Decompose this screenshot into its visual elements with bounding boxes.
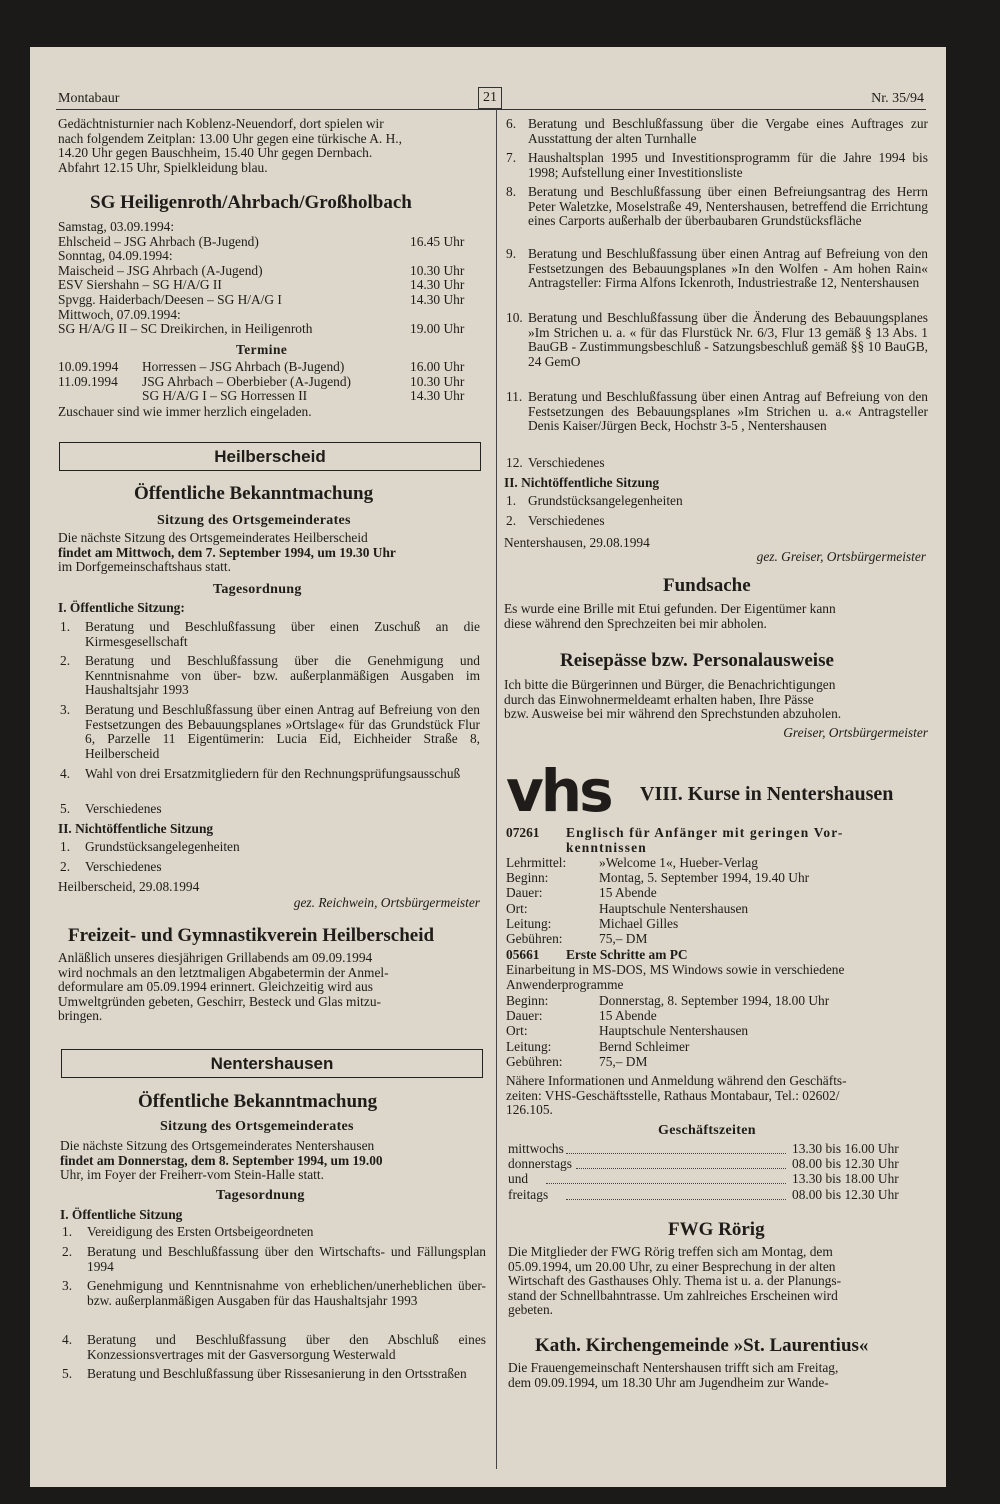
termine-match: SG H/A/G I – SG Horressen II [142, 388, 308, 404]
item-text: Beratung und Beschlußfassung über den Wirtschafts- und Fällungsplan 1994 [87, 1244, 486, 1274]
item-number: 11. [506, 389, 523, 404]
detail-value: 75,– DM [599, 931, 648, 946]
heil-sitzung-title: Sitzung des Ortsgemeinderates [157, 513, 351, 528]
heil-public-session: I. Öffentliche Sitzung: [58, 600, 185, 615]
item-text: Verschiedenes [528, 513, 605, 528]
section-heilberscheid: Heilberscheid [59, 442, 481, 471]
office-time: 13.30 bis 16.00 Uhr [792, 1141, 899, 1156]
item-text: Verschiedenes [85, 859, 162, 874]
schedule-time: 14.30 Uhr [410, 292, 465, 307]
detail-value: 15 Abende [599, 1008, 657, 1024]
item-text: Beratung und Beschlußfassung über Rissesanierung in den Ortsstraßen [87, 1366, 467, 1381]
newspaper-page [30, 47, 946, 1487]
detail-label: Ort: [506, 900, 528, 916]
office-day: freitags [508, 1186, 549, 1202]
termine-date: 10.09.1994 [58, 359, 119, 374]
agenda-item [506, 311, 928, 391]
termine-time: 16.00 Uhr [410, 359, 465, 374]
fwg-text: Die Mitglieder der FWG Rörig treffen sich am Montag, dem 05.09.1994, um 20.00 Uhr, zu einer Besprechung in der alten Wirtschaft des Gasthauses Ohly. Thema ist u. a. der Planungs- stand der Schnellbahntrasse. Um zahlreiches Erscheinen wird gebeten. [508, 1244, 842, 1318]
item-number: 10. [506, 310, 523, 325]
nent-announcement-title: Öffentliche Bekanntmachung [138, 1091, 378, 1112]
header-town: Montabaur [58, 91, 120, 106]
office-time: 08.00 bis 12.30 Uhr [792, 1186, 899, 1202]
heil-signature: gez. Reichwein, Ortsbürgermeister [293, 895, 480, 910]
item-text: Wahl von drei Ersatzmitgliedern für den Rechnungsprüfungsausschuß [85, 766, 461, 781]
heil-announcement-title: Öffentliche Bekanntmachung [134, 483, 374, 504]
section-nentershausen: Nentershausen [61, 1049, 483, 1078]
nent-public-session: I. Öffentliche Sitzung [60, 1207, 183, 1222]
item-text: Beratung und Beschlußfassung über einen Antrag auf Befreiung von den Festsetzungen des Bebauungsplanes »Ortslage« für das Grundstück Flur 6, Parzelle 11 Eigentümerin: Lucia Eid, Eichheider Straße 8, Heilberscheid [85, 702, 480, 761]
termine-time: 14.30 Uhr [410, 388, 465, 404]
detail-value: Hauptschule Nentershausen [599, 900, 749, 916]
detail-label: Ort: [506, 1023, 528, 1039]
detail-value: 75,– DM [599, 1053, 648, 1069]
vhs-info: Nähere Informationen und Anmeldung während den Geschäfts- zeiten: VHS-Geschäftsstelle, Rathaus Montabaur, Tel.: 02602/ 126.105. [506, 1073, 847, 1118]
item-number: 2. [62, 1244, 73, 1259]
item-number: 2. [60, 859, 71, 874]
detail-label: Beginn: [506, 993, 549, 1008]
heil-private-session: II. Nichtöffentliche Sitzung [58, 821, 214, 836]
reisepass-title: Reisepässe bzw. Personalausweise [560, 650, 834, 671]
item-number: 6. [506, 116, 517, 131]
item-text: Genehmigung und Kenntnisnahme von erheblichen/unerheblichen über- bzw. außerplanmäßigen Ausgaben für das Haushaltsjahr 1993 [87, 1278, 486, 1308]
item-number: 12. [506, 455, 523, 470]
dotted-leader [566, 1198, 786, 1200]
item-number: 8. [506, 184, 517, 199]
dotted-leader [576, 1167, 786, 1169]
item-text: Grundstücksangelegenheiten [528, 493, 683, 508]
detail-label: Dauer: [506, 885, 543, 901]
vhs-title: VIII. Kurse in Nentershausen [640, 783, 894, 805]
item-number: 9. [506, 246, 517, 261]
item-number: 3. [60, 702, 71, 717]
detail-value: 15 Abende [599, 885, 657, 901]
vhs-logo: vhs [506, 757, 611, 825]
item-text: Beratung und Beschlußfassung über einen Zuschuß an die Kirmesgesellschaft [85, 619, 480, 649]
kath-title: Kath. Kirchengemeinde »St. Laurentius« [535, 1335, 869, 1356]
item-text: Haushaltsplan 1995 und Investitionsprogramm für die Jahre 1994 bis 1998; Aufstellung einer Investitionsliste [528, 150, 928, 180]
fundsache-text: Es wurde eine Brille mit Etui gefunden. Der Eigentümer kann diese während den Sprechzeiten bei mir abholen. [504, 601, 836, 631]
item-number: 1. [60, 619, 71, 634]
item-text: Beratung und Beschlußfassung über die Änderung des Bebauungsplanes »Im Strichen u. a. « für das Flurstück Nr. 6/3, Flur 13 gemäß § 13 Abs. 1 BauGB - Zustimmungsbeschluß - Satzungsbeschluß gemäß §§ 10 BauGB, 24 GemO [528, 310, 928, 369]
nent-signature: gez. Greiser, Ortsbürgermeister [756, 549, 926, 564]
detail-value: Michael Gilles [599, 915, 679, 931]
item-number: 3. [62, 1278, 73, 1293]
termine-match: JSG Ahrbach – Oberbieber (A-Jugend) [142, 373, 351, 389]
item-text: Beratung und Beschlußfassung über einen Antrag auf Befreiung von den Festsetzungen des Bebauungsplanes »Im Strichen u. a.« Antragsteller Denis Kaiser/Jürgen Beck, Hochstr 3-5 , Nentershausen [528, 389, 928, 434]
fundsache-title: Fundsache [663, 575, 751, 596]
detail-label: Leitung: [506, 1038, 552, 1054]
dotted-leader [566, 1152, 786, 1154]
detail-value: Bernd Schleimer [599, 1038, 690, 1054]
detail-label: Gebühren: [506, 931, 563, 946]
zuschauer-note: Zuschauer sind wie immer herzlich eingeladen. [58, 404, 312, 419]
item-number: 2. [60, 653, 71, 668]
dotted-leader [546, 1182, 786, 1184]
termine-time: 10.30 Uhr [410, 373, 465, 389]
detail-label: Gebühren: [506, 1053, 563, 1069]
item-text: Beratung und Beschlußfassung über den Abschluß eines Konzessionsvertrages mit der Gasversorgung Westerwald [87, 1332, 486, 1362]
item-number: 5. [62, 1366, 73, 1381]
fwg-title: FWG Rörig [668, 1219, 765, 1240]
freizeit-title: Freizeit- und Gymnastikverein Heilberscheid [68, 925, 435, 946]
termine-date: 11.09.1994 [58, 373, 118, 389]
sg-title: SG Heiligenroth/Ahrbach/Großholbach [90, 192, 412, 213]
intro-text: Gedächtnisturnier nach Koblenz-Neuendorf, dort spielen wir nach folgendem Zeitplan: 13.00 Uhr gegen eine türkische A. H., 14.20 Uhr gegen Bauschheim, 15.40 Uhr gegen Dernbach. Abfahrt 12.15 Uhr, Spielkleidung blau. [58, 116, 402, 175]
item-text: Beratung und Beschlußfassung über einen Befreiungsantrag des Herrn Peter Waletzke, Moselstraße 49, Nentershausen, betreffend die Errichtung eines Carports außerhalb der überbaubaren Grundstücksfläche [528, 184, 928, 229]
kurs2-title: Erste Schritte am PC [566, 947, 688, 962]
detail-label: Beginn: [506, 870, 549, 886]
heil-intro: Die nächste Sitzung des Ortsgemeinderates Heilberscheid findet am Mittwoch, dem 7. September 1994, um 19.30 Uhr im Dorfgemeinschaftshaus statt. [58, 530, 396, 575]
schedule-line: ESV Siershahn – SG H/A/G II [58, 277, 222, 293]
kurs1-title: Englisch für Anfänger mit geringen Vor- [566, 825, 844, 840]
office-day: und [508, 1171, 529, 1187]
detail-value: Hauptschule Nentershausen [599, 1023, 749, 1039]
item-number: 4. [60, 766, 71, 781]
schedule-time: 14.30 Uhr [410, 277, 465, 293]
item-text: Verschiedenes [528, 455, 605, 470]
kurs1-title-cont: kenntnissen [566, 840, 647, 855]
detail-value: Donnerstag, 8. September 1994, 18.00 Uhr [599, 993, 830, 1008]
item-number: 5. [60, 801, 71, 816]
item-number: 1. [62, 1224, 73, 1239]
office-day: mittwochs [508, 1141, 564, 1156]
nent-private-session: II. Nichtöffentliche Sitzung [504, 475, 660, 490]
office-hours-title: Geschäftszeiten [658, 1123, 756, 1138]
nent-intro: Die nächste Sitzung des Ortsgemeinderates Nentershausen findet am Donnerstag, dem 8. September 1994, um 19.00 Uhr, im Foyer der Freiherr-vom Stein-Halle statt. [60, 1138, 383, 1183]
kurs2-description: Einarbeitung in MS-DOS, MS Windows sowie in verschiedene Anwenderprogramme [506, 962, 845, 992]
office-time: 13.30 bis 18.00 Uhr [792, 1171, 899, 1187]
freizeit-text: Anläßlich unseres diesjährigen Grillabends am 09.09.1994 wird nochmals an den letztmaligen Abgabetermin der Anmel- deformulare am 05.09.1994 erinnert. Gleichzeitig wird aus Umweltgründen gebeten, Geschirr, Besteck und Glas mitzu- bringen. [58, 950, 389, 1024]
item-number: 7. [506, 150, 517, 165]
kurs1-code: 07261 [506, 825, 540, 840]
office-time: 08.00 bis 12.30 Uhr [792, 1156, 899, 1172]
page-number: 21 [478, 87, 502, 109]
item-number: 1. [506, 493, 517, 508]
nent-place-date: Nentershausen, 29.08.1994 [504, 535, 650, 550]
schedule-time: 16.45 Uhr [410, 233, 465, 249]
item-number: 1. [60, 839, 71, 854]
detail-value: Montag, 5. September 1994, 19.40 Uhr [599, 870, 810, 886]
heil-agenda-title: Tagesordnung [213, 582, 302, 597]
reisepass-text: Ich bitte die Bürgerinnen und Bürger, die Benachrichtigungen durch das Einwohnermeldeamt erhalten haben, Ihre Pässe bzw. Ausweise bei mir während den Sprechstunden abzuholen. [504, 677, 842, 722]
termine-match: Horressen – JSG Ahrbach (B-Jugend) [142, 359, 345, 374]
item-text: Beratung und Beschlußfassung über die Vergabe eines Auftrages zur Ausstattung der alten Turnhalle [528, 116, 928, 146]
schedule-line: Sonntag, 04.09.1994: [58, 248, 173, 264]
reisepass-signature: Greiser, Ortsbürgermeister [783, 725, 928, 740]
item-number: 4. [62, 1332, 73, 1347]
schedule-line: Maischeid – JSG Ahrbach (A-Jugend) [58, 262, 263, 278]
item-text: Grundstücksangelegenheiten [85, 839, 240, 854]
schedule-line: SG H/A/G II – SC Dreikirchen, in Heiligenroth [58, 321, 313, 337]
schedule-time: 19.00 Uhr [410, 321, 465, 337]
agenda-item [62, 1367, 486, 1447]
schedule-time: 10.30 Uhr [410, 262, 465, 278]
item-text: Vereidigung des Ersten Ortsbeigeordneten [87, 1224, 314, 1239]
column-divider [496, 109, 497, 1469]
nent-sitzung-title: Sitzung des Ortsgemeinderates [160, 1119, 354, 1134]
detail-label: Lehrmittel: [506, 855, 567, 870]
detail-value: »Welcome 1«, Hueber-Verlag [599, 855, 758, 870]
item-text: Beratung und Beschlußfassung über einen Antrag auf Befreiung von den Festsetzungen des Bebauungsplanes »In den Wolfen - Am hohen Rain« Antragsteller: Firma Alfons Ickenroth, Industriestraße 12, Nentershausen [528, 246, 928, 291]
schedule-line: Spvgg. Haiderbach/Deesen – SG H/A/G I [58, 292, 282, 307]
heil-place-date: Heilberscheid, 29.08.1994 [58, 879, 200, 894]
kurs2-code: 05661 [506, 947, 540, 962]
office-day: donnerstags [508, 1156, 572, 1172]
header-rule [56, 109, 926, 110]
schedule-line: Mittwoch, 07.09.1994: [58, 306, 181, 322]
detail-label: Dauer: [506, 1008, 543, 1024]
item-number: 2. [506, 513, 517, 528]
item-text: Verschiedenes [85, 801, 162, 816]
nent-agenda-title: Tagesordnung [216, 1188, 305, 1203]
schedule-line: Ehlscheid – JSG Ahrbach (B-Jugend) [58, 233, 259, 249]
header-issue: Nr. 35/94 [871, 91, 924, 106]
schedule-line: Samstag, 03.09.1994: [58, 219, 175, 234]
detail-label: Leitung: [506, 915, 552, 931]
kath-text: Die Frauengemeinschaft Nentershausen trifft sich am Freitag, dem 09.09.1994, um 18.30 Uhr am Jugendheim zur Wande- [508, 1360, 839, 1390]
item-text: Beratung und Beschlußfassung über die Genehmigung und Kenntnisnahme von über- bzw. außerplanmäßigen Ausgaben im Haushaltsjahr 1993 [85, 653, 480, 698]
termine-title: Termine [236, 342, 288, 357]
